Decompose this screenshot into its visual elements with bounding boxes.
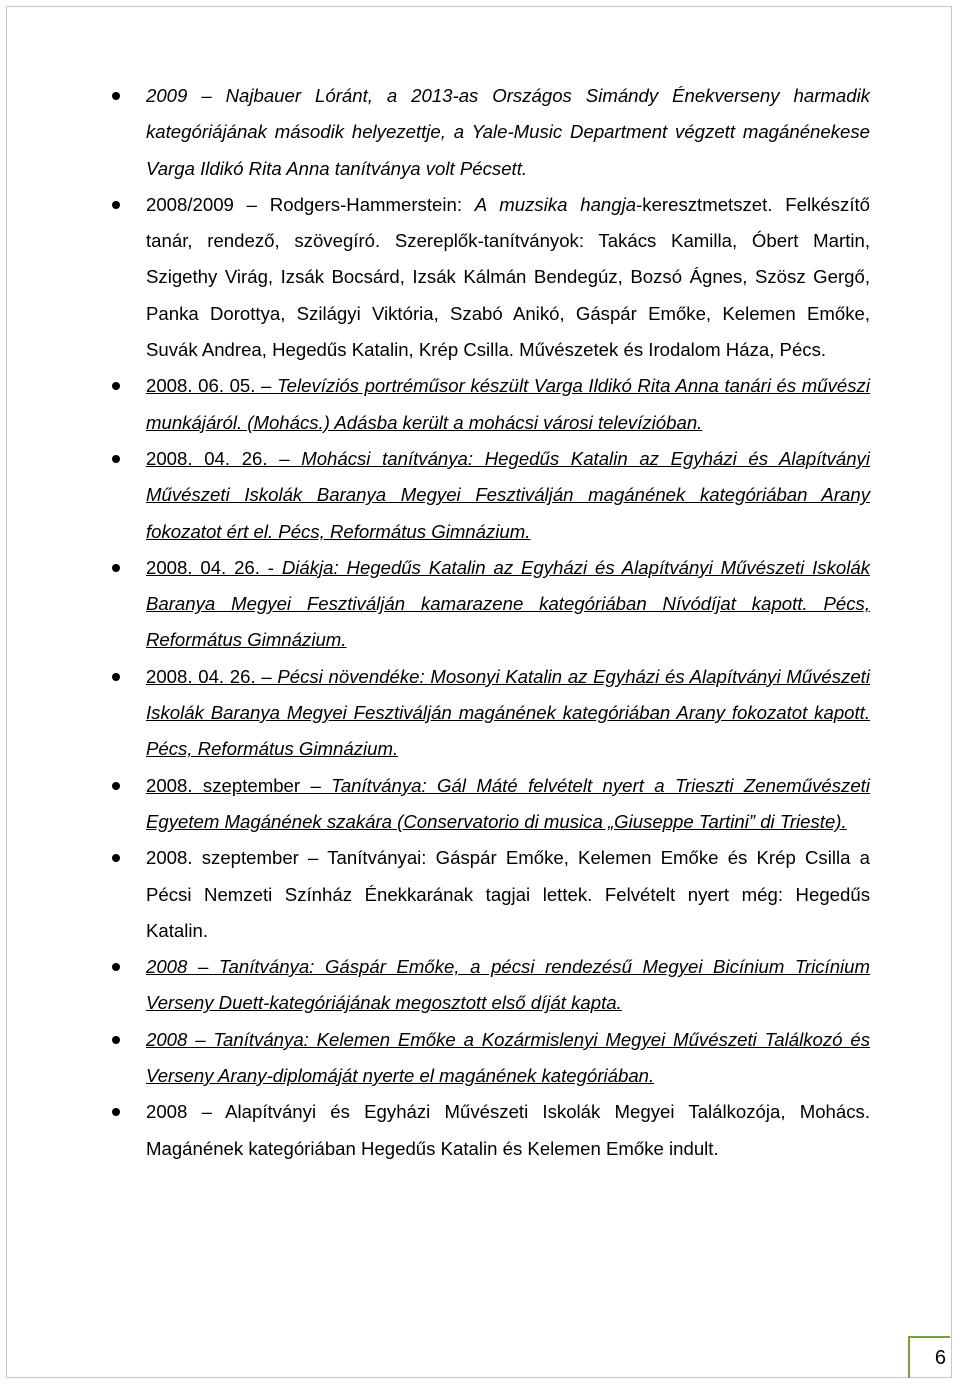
list-item — [146, 187, 870, 368]
item-text-italic: – Tanítványa: Gál Máté felvételt nyert a Trieszti Zeneművészeti Egyetem Magánének szakára (Conservatorio di musica „Giuseppe Tartini” di Trieste). — [146, 774, 870, 832]
list-item — [146, 550, 870, 659]
item-date: 2008. 04. 26. — [146, 665, 262, 687]
list-item — [146, 1022, 870, 1095]
item-text: 2008/2009 – Rodgers-Hammerstein: — [146, 193, 475, 215]
page-number: 6 — [934, 1347, 946, 1369]
list-item — [146, 1094, 870, 1167]
list-item — [146, 768, 870, 841]
list-item — [146, 840, 870, 949]
list-item — [146, 78, 870, 187]
list-item — [146, 949, 870, 1022]
item-text-italic: – Pécsi növendéke: Mosonyi Katalin az Egyházi és Alapítványi Művészeti Iskolák Baranya Megyei Fesztiválján magánének kategóriában Arany fokozatot kapott. Pécs, Református Gimnázium. — [146, 665, 870, 760]
item-date: 2008. 06. 05. — [146, 375, 262, 397]
list-item — [146, 659, 870, 768]
item-text-italic: Diákja: Hegedűs Katalin az Egyházi és Alapítványi Művészeti Iskolák Baranya Megyei Fesztiválján kamarazene kategóriában Nívódíjat kapott. Pécs, Református Gimnázium. — [146, 556, 870, 651]
item-text-italic: 2008 – Tanítványa: Gáspár Emőke, a pécsi rendezésű Megyei Bicínium Tricínium Verseny Duett-kategóriájának megosztott első díját kapta. — [146, 956, 870, 1014]
item-text-italic: A muzsika hangja — [474, 193, 637, 215]
list-item — [146, 368, 870, 441]
item-date: 2008. 04. 26. - — [146, 556, 282, 578]
list-item — [146, 441, 870, 550]
item-text-italic: – Televíziós portréműsor készült Varga Ildikó Rita Anna tanári és művészi munkájáról. (Mohács.) Adásba került a mohácsi városi televízióban. — [146, 375, 870, 433]
item-text-italic: – Mohácsi tanítványa: Hegedűs Katalin az Egyházi és Alapítványi Művészeti Iskolák Baranya Megyei Fesztiválján magánének kategóriában Arany fokozatot ért el. Pécs, Református Gimnázium. — [146, 447, 870, 542]
achievement-list — [146, 78, 870, 1167]
item-text: 2008 – Alapítványi és Egyházi Művészeti Iskolák Megyei Találkozója, Mohács. Magánének kategóriában Hegedűs Katalin és Kelemen Emőke indult. — [146, 1101, 870, 1159]
item-text-italic: 2009 – Najbauer Lóránt, a 2013-as Országos Simándy Énekverseny harmadik kategóriájának második helyezettje, a Yale-Music Department végzett magánénekese Varga Ildikó Rita Anna tanítványa volt Pécsett. — [146, 85, 870, 179]
item-date: 2008. 04. 26. — [146, 447, 280, 469]
item-text: 2008. szeptember – Tanítványai: Gáspár Emőke, Kelemen Emőke és Krép Csilla a Pécsi Nemzeti Színház Énekkarának tagjai lettek. Felvételt nyert még: Hegedűs Katalin. — [146, 847, 870, 941]
item-text-italic: 2008 – Tanítványa: Kelemen Emőke a Kozármislenyi Megyei Művészeti Találkozó és Verseny Arany-diplomáját nyerte el magánének kategóriában. — [146, 1028, 870, 1087]
item-date: 2008. szeptember — [146, 774, 311, 796]
item-text: -keresztmetszet. Felkészítő tanár, rendező, szövegíró. Szereplők-tanítványok: Takács Kamilla, Óbert Martin, Szigethy Virág, Izsák Bocsárd, Izsák Kálmán Bendegúz, Bozsó Ágnes, Szösz Gergő, Panka Dorottya, Szilágyi Viktória, Szabó Anikó, Gáspár Emőke, Kelemen Emőke, Suvák Andrea, Hegedűs Katalin, Krép Csilla. Művészetek és Irodalom Háza, Pécs. — [146, 193, 870, 361]
